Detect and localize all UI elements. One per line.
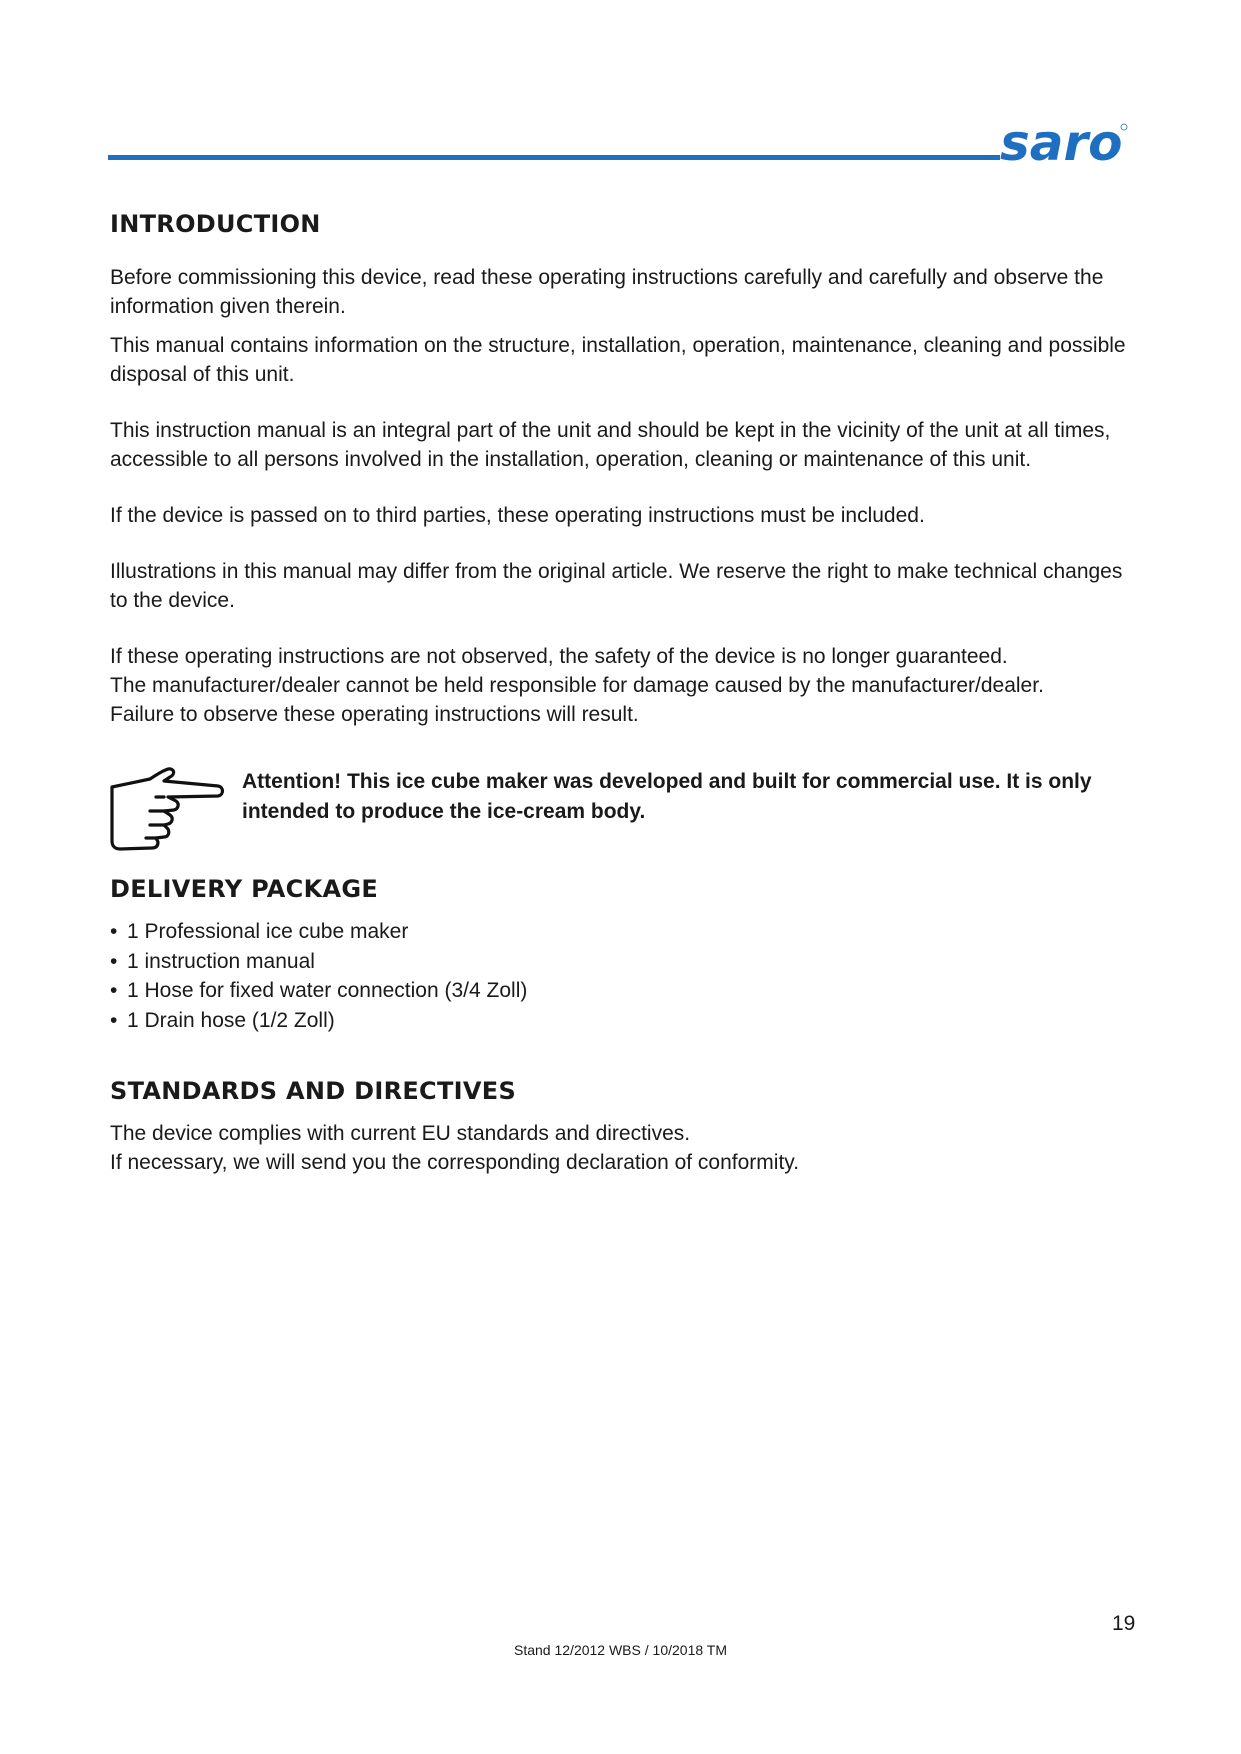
standards-line-1: The device complies with current EU standards and directives.: [110, 1122, 691, 1145]
list-item: • 1 Hose for fixed water connection (3/4 Zoll): [110, 976, 1130, 1006]
bullet-icon: •: [110, 979, 118, 1002]
intro-paragraph-5: Illustrations in this manual may differ from the original article. We reserve the right to make technical changes to the device.: [110, 560, 1123, 612]
logo-text: saro: [1000, 114, 1123, 172]
bullet-icon: •: [110, 1008, 118, 1032]
intro-paragraph-7: The manufacturer/dealer cannot be held responsible for damage caused by the manufacturer/dealer.: [110, 674, 1044, 697]
standards-heading: STANDARDS AND DIRECTIVES: [110, 1077, 517, 1105]
intro-paragraph-3: This instruction manual is an integral part of the unit and should be kept in the vicinity of the unit at all times, accessible to all persons involved in the installation, operation, cleaning or maintenance of this unit.: [110, 419, 1111, 471]
intro-paragraph-1: Before commissioning this device, read these operating instructions carefully and carefully and observe the information given therein.: [110, 266, 1104, 318]
page-number: 19: [1112, 1612, 1136, 1635]
list-item: • 1 instruction manual: [110, 947, 1130, 977]
delivery-list: [110, 917, 1130, 1035]
attention-text: Attention! This ice cube maker was developed and built for commercial use. It is only intended to produce the ice-cream body.: [242, 770, 1092, 823]
list-item: • 1 Professional ice cube maker: [110, 917, 1130, 947]
pointing-hand-icon: [110, 767, 226, 853]
bullet-icon: •: [110, 949, 118, 973]
bullet-icon: •: [110, 920, 118, 943]
main-content: [110, 210, 1130, 1177]
intro-paragraph-8: Failure to observe these operating instructions will result.: [110, 703, 639, 726]
intro-paragraph-6: If these operating instructions are not observed, the safety of the device is no longer guaranteed.: [110, 645, 1008, 668]
footer-revision: Stand 12/2012 WBS / 10/2018 TM: [514, 1642, 727, 1658]
header-rule: [108, 155, 1000, 160]
attention-box: [110, 767, 1130, 867]
standards-line-2: If necessary, we will send you the corresponding declaration of conformity.: [110, 1151, 800, 1174]
intro-paragraph-2: This manual contains information on the structure, installation, operation, maintenance, cleaning and possible disposal of this unit.: [110, 334, 1126, 386]
delivery-package-heading: DELIVERY PACKAGE: [110, 875, 379, 903]
intro-paragraph-4: If the device is passed on to third parties, these operating instructions must be included.: [110, 504, 925, 527]
list-item: • 1 Drain hose (1/2 Zoll): [110, 1006, 1130, 1036]
saro-logo: [1000, 112, 1150, 172]
introduction-heading: INTRODUCTION: [110, 210, 321, 238]
